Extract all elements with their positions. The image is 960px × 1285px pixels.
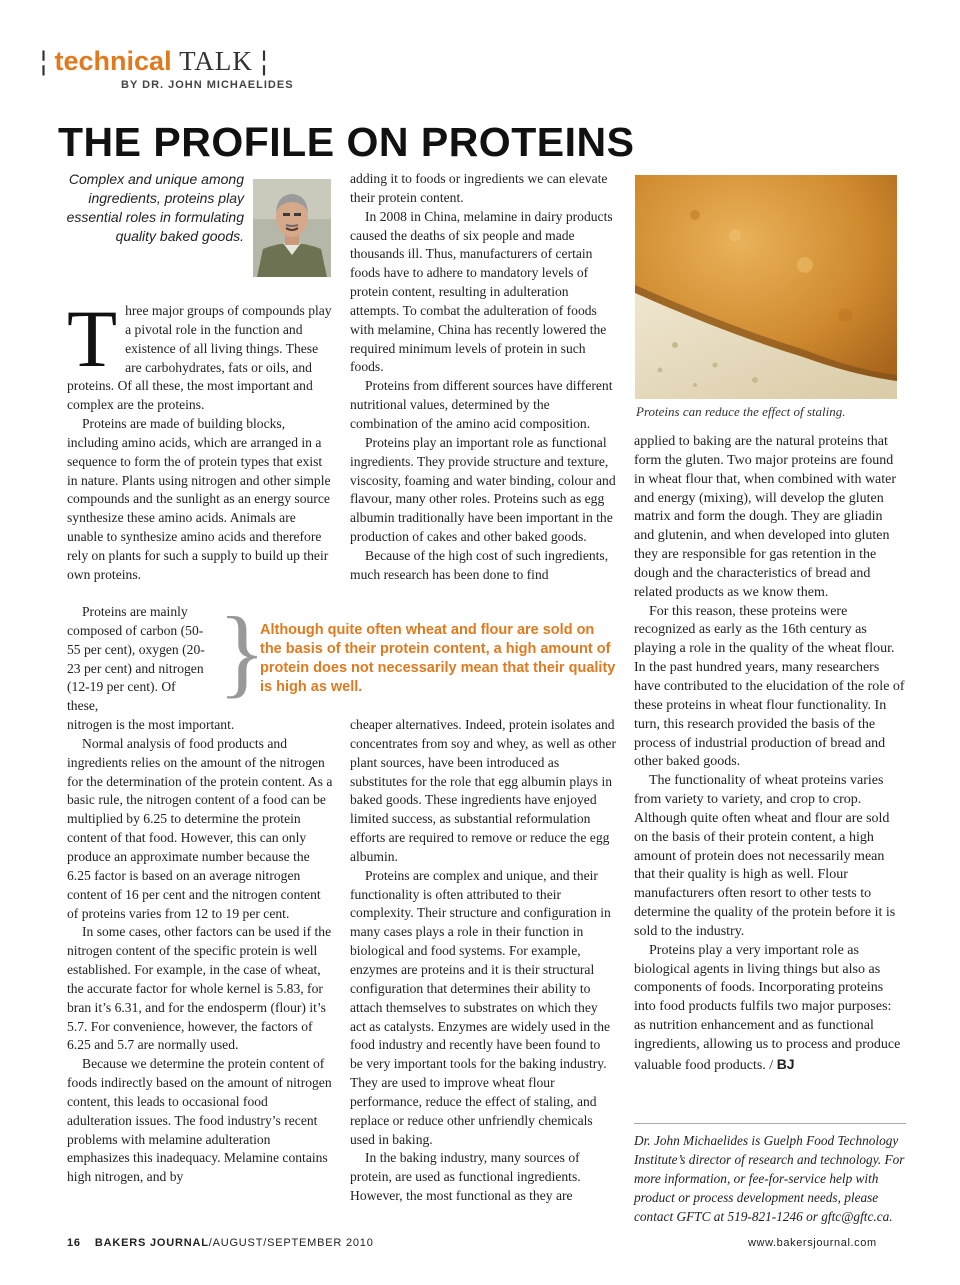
footer-url: www.bakersjournal.com (748, 1237, 877, 1249)
col1-paragraph-1: hree major groups of compounds play a pivotal role in the function and existence of all living things. These are carbohydrates, fats or oils, and proteins. Of all these, the most important and complex are the proteins. (67, 303, 332, 413)
col2-paragraph-4: Proteins play an important role as functional ingredients. They provide structure and texture, viscosity, foaming and water binding, colour and flavour, many other roles. Proteins such as egg albumin traditionally have been important in the production of cakes and other baked goods. (350, 434, 616, 545)
author-portrait-image (253, 179, 331, 277)
col2-paragraph-1: adding it to foods or ingredients we can elevate their protein content. (350, 171, 608, 205)
col2-paragraph-3: Proteins from different sources have different nutritional values, determined by the combination of the amino acid composition. (350, 378, 613, 431)
col3-paragraph-1: applied to baking are the natural proteins that form the gluten. Two major proteins are found in wheat flour that, when combined with water and energy (mixing), will develop the gluten matrix and form the dough. They are gliadin and glutenin, and when developed into gluten they are responsible for gas retention in the dough and the characteristics of bread and related products as we know them. (634, 434, 897, 600)
col3-paragraph-3: The functionality of wheat proteins varies from variety to variety, and crop to crop. Although quite often wheat and flour are sold on the basis of their protein content, a high amount of protein does not necessarily mean that their quality is high as well. Flour manufacturers often resort to other tests to determine the quality of the protein before it is sold to the industry. (634, 773, 896, 939)
col2-paragraph-2: In 2008 in China, melamine in dairy products caused the deaths of six people and made thousands ill. Thus, manufacturers of certain foods have to adhere to mandatory levels of protein content, resulting in adulteration attempts. To combat the adulteration of foods with melamine, China has recently lowered the required minimum levels of protein in such foods. (350, 208, 613, 375)
col2-paragraph-7: Proteins are complex and unique, and their functionality is often attributed to their complexity. Their structure and configuration in many cases plays a role in their function in biological and food systems. For example, enzymes are proteins and it is their structural configuration that determines their ability to attach themselves to substrates on which they act as catalysts. Enzymes are widely used in the food industry and recently have been found to be very important tools for the baking industry. They are used to improve wheat flour performance, reduce the effect of staling, and replace or reduce other unfriendly chemicals used in baking. (350, 867, 611, 1147)
byline: BY DR. JOHN MICHAELIDES (121, 79, 294, 91)
pullquote: Although quite often wheat and flour are sold on the basis of their protein content, a high amount of protein does not necessarily mean that their quality is high as well. (260, 622, 616, 695)
column-1 (67, 293, 333, 585)
col2-paragraph-8: In the baking industry, many sources of protein, are used as functional ingredients. However, the most functional as they are (350, 1150, 581, 1204)
section-tag-technical: technical (54, 46, 172, 76)
section-tag (40, 44, 267, 78)
headline: THE PROFILE ON PROTEINS (58, 119, 635, 165)
page-number: 16 (67, 1237, 81, 1249)
pullquote-brace: } (218, 596, 266, 707)
column-3 (634, 433, 906, 1076)
publication-name: BAKERS JOURNAL (94, 1237, 209, 1249)
photo-caption: Proteins can reduce the effect of staling. (636, 404, 846, 419)
bread-photo-image (635, 175, 897, 399)
col3-paragraph-4-text: Proteins play a very important role as biological agents in living things but also as components of foods. Incorporating proteins into food products fulfils two major purposes: as nutrition enhancement and as functional ingredients, allowing us to process and produce valuable food products. / (634, 942, 901, 1073)
bio-divider (634, 1123, 906, 1124)
deck: Complex and unique among ingredients, proteins play essential roles in formulating quality baked goods. (66, 171, 244, 244)
footer-left (67, 1237, 374, 1249)
col1-paragraph-2: Proteins are made of building blocks, including amino acids, which are arranged in a sequence to form the of protein types that exist in nature. Plants using nitrogen and other simple compounds and the sunlight as an energy source synthesize these amino acids. Animals are unable to synthesize amino acids and therefore rely on plants for such a supply to build up their own proteins. (67, 416, 331, 582)
col1-paragraph-3-tail: nitrogen is the most important. (67, 717, 235, 733)
column-2-upper (350, 170, 616, 585)
col2-paragraph-5: Because of the high cost of such ingredients, much research has been done to find (350, 547, 609, 582)
col1-paragraph-5: In some cases, other factors can be used if the nitrogen content of the specific protein is well established. For example, in the case of wheat, the accurate factor for whole kernel is 5.83, for bran it’s 6.31, and for the endosperm (flour) it’s 5.7. For convenience, however, the factors of 6.25 and 5.7 are normally used. (67, 924, 332, 1053)
section-tag-talk: TALK (179, 46, 253, 76)
drop-cap: T (67, 293, 118, 384)
col3-paragraph-2: For this reason, these proteins were recognized as early as the 16th century as playing a role in the quality of the wheat flour. In the past hundred years, many researchers have contributed to the elucidation of the role of these proteins in wheat flour functionality. In turn, this research provided the basis of the process of industrial production of bread and other baked goods. (634, 603, 905, 770)
col2-paragraph-6: cheaper alternatives. Indeed, protein isolates and concentrates from soy and whey, as well as other plant sources, have been introduced as substitutes for the role that egg albumin plays in baked goods. These ingredients have enjoyed limited success, as substantial reformulation efforts are required to remove or reduce the egg albumin. (350, 717, 616, 864)
col1-paragraph-3-narrow: Proteins are mainly composed of carbon (50-55 per cent), oxygen (20-23 per cent) and nitrogen (12-19 per cent). Of these, (67, 604, 205, 714)
section-tag-bar-left: ¦ (40, 46, 48, 76)
author-bio: Dr. John Michaelides is Guelph Food Technology Institute’s director of research and technology. For more information, or fee-for-service help with product or process development needs, please contact GFTC at 519-821-1246 or gftc@gftc.ca. (634, 1133, 905, 1224)
bread-photo (635, 175, 897, 399)
col1-paragraph-6: Because we determine the protein content of foods indirectly based on the amount of nitrogen content, this leads to occasional food adulteration issues. The food industry’s recent problems with melamine adulteration emphasizes this inadequacy. Melamine contains high nitrogen, and by (67, 1056, 332, 1185)
author-portrait (253, 179, 331, 277)
issue-date: /AUGUST/SEPTEMBER 2010 (208, 1237, 374, 1249)
signoff: BJ (776, 1055, 795, 1072)
col1-paragraph-4: Normal analysis of food products and ingredients relies on the amount of the nitrogen for the determination of the protein content. As a basic rule, the nitrogen content of a food can be multiplied by 6.25 to determine the protein content of that food. However, this can only produce an approximate number because the 6.25 factor is based on an average nitrogen content of 16 per cent and the nitrogen content of proteins varies from 12 to 19 per cent. (67, 735, 333, 921)
column-2-lower (350, 716, 616, 1206)
section-tag-bar-right: ¦ (260, 46, 268, 76)
col3-paragraph-4 (634, 942, 906, 1076)
